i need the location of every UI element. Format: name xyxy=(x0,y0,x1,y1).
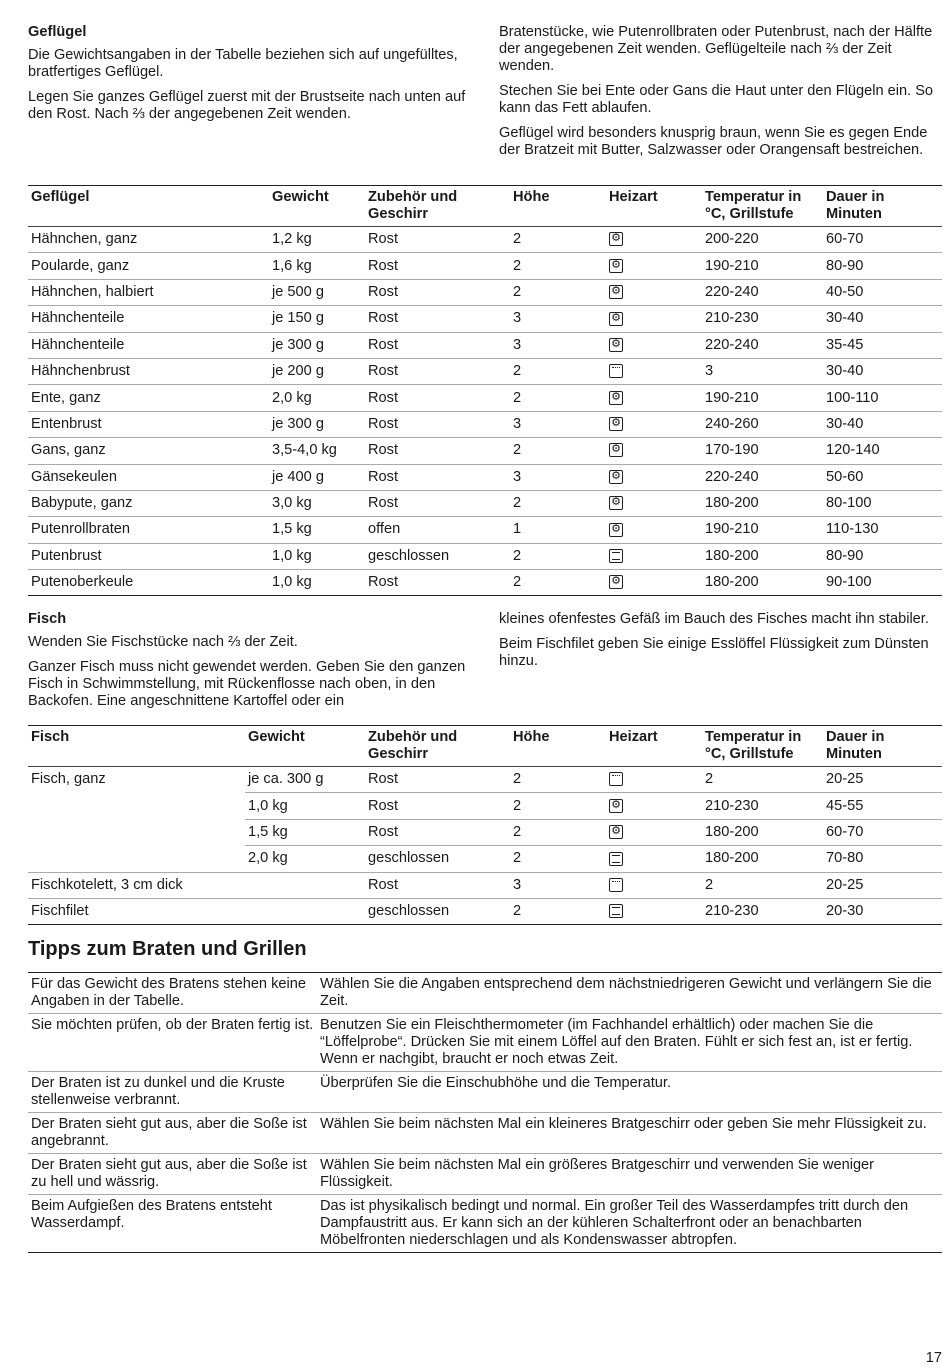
table-cell: Rost xyxy=(365,438,510,464)
table-cell: je 300 g xyxy=(269,411,365,437)
table-cell: je 300 g xyxy=(269,332,365,358)
table-cell: Rost xyxy=(365,570,510,596)
table-cell: Rost xyxy=(365,819,510,845)
tip-row xyxy=(28,1154,942,1195)
poultry-intro-right xyxy=(499,24,942,167)
heating-mode-cell xyxy=(606,306,702,332)
paragraph: Beim Fischfilet geben Sie einige Esslöffel Flüssigkeit zum Dünsten hinzu. xyxy=(499,636,929,669)
table-row xyxy=(28,898,942,924)
table-cell: 35-45 xyxy=(823,332,942,358)
table-cell: 2 xyxy=(510,793,606,819)
table-cell: 2 xyxy=(510,767,606,793)
table-cell xyxy=(245,872,365,898)
tip-problem: Beim Aufgießen des Bratens entsteht Wasserdampf. xyxy=(31,1198,272,1231)
table-cell: 2 xyxy=(510,543,606,569)
table-row xyxy=(28,385,942,411)
table-row xyxy=(28,517,942,543)
poultry-intro-left xyxy=(28,47,474,131)
table-cell: 210-230 xyxy=(702,306,823,332)
table-cell: 1,0 kg xyxy=(269,570,365,596)
table-cell: 2 xyxy=(702,872,823,898)
table-cell: Rost xyxy=(365,279,510,305)
heating-mode-cell xyxy=(606,358,702,384)
col-header: Fisch xyxy=(28,726,245,767)
table-row xyxy=(28,253,942,279)
table-cell: 240-260 xyxy=(702,411,823,437)
fish-intro-left xyxy=(28,634,474,718)
table-cell: Hähnchenbrust xyxy=(28,358,269,384)
table-row xyxy=(28,490,942,516)
paragraph: kleines ofenfestes Gefäß im Bauch des Fisches macht ihn stabiler. xyxy=(499,611,929,627)
paragraph: Geflügel wird besonders knusprig braun, wenn Sie es gegen Ende der Bratzeit mit Butter, Salzwasser oder Orangensaft bestreichen. xyxy=(499,125,928,158)
tip-solution: Wählen Sie beim nächsten Mal ein größeres Bratgeschirr und verwenden Sie weniger Flüssigkeit. xyxy=(317,1154,942,1195)
table-cell: 190-210 xyxy=(702,385,823,411)
col-header: Höhe xyxy=(510,726,606,767)
table-row xyxy=(28,279,942,305)
table-cell: 40-50 xyxy=(823,279,942,305)
heating-mode-cell xyxy=(606,332,702,358)
table-cell: Putenrollbraten xyxy=(28,517,269,543)
col-header: Heizart xyxy=(606,726,702,767)
table-cell xyxy=(245,898,365,924)
table-cell: Fischkotelett, 3 cm dick xyxy=(28,872,245,898)
tip-problem: Der Braten ist zu dunkel und die Kruste stellenweise verbrannt. xyxy=(28,1072,317,1113)
heating-mode-cell xyxy=(606,279,702,305)
tip-solution: Das ist physikalisch bedingt und normal. Ein großer Teil des Wasserdampfes tritt durch den Dampfaustritt aus. Er kann sich an der kühleren Schalterfront oder an benachbarten Möbelfronten niederschlagen und als Kondenswasser abtropfen. xyxy=(320,1198,909,1248)
table-cell: 60-70 xyxy=(823,819,942,845)
umluft-grill-icon xyxy=(609,523,623,537)
table-cell: 1 xyxy=(510,517,606,543)
table-cell: 3 xyxy=(510,411,606,437)
table-cell: Hähnchenteile xyxy=(28,306,269,332)
table-cell: Rost xyxy=(365,253,510,279)
table-row xyxy=(28,332,942,358)
table-cell: 3 xyxy=(510,306,606,332)
table-cell: 2 xyxy=(510,358,606,384)
col-header: Temperatur in °C, Grillstufe xyxy=(702,726,823,767)
table-cell: offen xyxy=(365,517,510,543)
table-cell: Rost xyxy=(365,464,510,490)
table-cell: 45-55 xyxy=(823,793,942,819)
table-cell: 3,5-4,0 kg xyxy=(269,438,365,464)
tip-solution: Wählen Sie beim nächsten Mal ein kleineres Bratgeschirr oder geben Sie mehr Flüssigkeit zu. xyxy=(317,1113,942,1154)
table-cell: 60-70 xyxy=(823,227,942,253)
col-header: Dauer in Minuten xyxy=(823,726,942,767)
poultry-table xyxy=(28,185,942,596)
table-cell: Gans, ganz xyxy=(28,438,269,464)
table-cell: 50-60 xyxy=(823,464,942,490)
table-cell: Fischfilet xyxy=(28,898,245,924)
table-cell: 190-210 xyxy=(702,517,823,543)
table-cell: Rost xyxy=(365,358,510,384)
table-cell: geschlossen xyxy=(365,543,510,569)
table-cell: 2 xyxy=(510,819,606,845)
tips-heading: Tipps zum Braten und Grillen xyxy=(28,938,307,960)
table-cell: 2 xyxy=(510,438,606,464)
umluft-grill-icon xyxy=(609,232,623,246)
table-cell: Rost xyxy=(365,227,510,253)
table-cell: 2,0 kg xyxy=(269,385,365,411)
heating-mode-cell xyxy=(606,767,702,793)
heating-mode-cell xyxy=(606,570,702,596)
umluft-grill-icon xyxy=(609,312,623,326)
tip-solution: Wählen Sie die Angaben entsprechend dem nächstniedrigeren Gewicht und verlängern Sie die Zeit. xyxy=(317,973,942,1014)
tips-table xyxy=(28,972,942,1253)
ober-unter-icon xyxy=(609,852,623,866)
table-cell: 1,0 kg xyxy=(269,543,365,569)
table-cell: 180-200 xyxy=(702,819,823,845)
table-cell: 2 xyxy=(510,227,606,253)
table-cell xyxy=(28,793,245,819)
tip-problem: Sie möchten prüfen, ob der Braten fertig ist. xyxy=(28,1014,317,1072)
heating-mode-cell xyxy=(606,872,702,898)
umluft-grill-icon xyxy=(609,338,623,352)
table-header-row xyxy=(28,726,942,767)
table-cell: 180-200 xyxy=(702,570,823,596)
table-cell: Rost xyxy=(365,490,510,516)
table-cell: 20-30 xyxy=(823,898,942,924)
table-cell: 2 xyxy=(702,767,823,793)
table-cell: 2 xyxy=(510,279,606,305)
table-cell: 2 xyxy=(510,898,606,924)
table-header-row xyxy=(28,186,942,227)
table-cell: Rost xyxy=(365,306,510,332)
paragraph: Bratenstücke, wie Putenrollbraten oder Putenbrust, nach der Hälfte der angegebenen Zeit wenden. Geflügelteile nach ⅔ der Zeit wenden. xyxy=(499,24,933,74)
table-cell: Rost xyxy=(365,332,510,358)
col-header: Gewicht xyxy=(245,726,365,767)
table-cell: 3 xyxy=(702,358,823,384)
tip-problem: Der Braten sieht gut aus, aber die Soße ist angebrannt. xyxy=(28,1113,317,1154)
umluft-grill-icon xyxy=(609,391,623,405)
table-cell: 210-230 xyxy=(702,793,823,819)
umluft-grill-icon xyxy=(609,825,623,839)
col-header: Höhe xyxy=(510,186,606,227)
table-cell: 190-210 xyxy=(702,253,823,279)
table-cell: Putenoberkeule xyxy=(28,570,269,596)
heating-mode-cell xyxy=(606,846,702,872)
table-cell: 2,0 kg xyxy=(245,846,365,872)
page-number: 17 xyxy=(925,1350,942,1366)
paragraph: Wenden Sie Fischstücke nach ⅔ der Zeit. xyxy=(28,634,298,650)
fish-heading: Fisch xyxy=(28,611,67,627)
col-header: Geflügel xyxy=(28,186,269,227)
paragraph: Ganzer Fisch muss nicht gewendet werden. Geben Sie den ganzen Fisch in Schwimmstellung, mit Rückenflosse nach oben, in den Backofen. Eine angeschnittene Kartoffel oder ein xyxy=(28,659,466,709)
table-cell: 170-190 xyxy=(702,438,823,464)
table-cell: Entenbrust xyxy=(28,411,269,437)
table-cell: Poularde, ganz xyxy=(28,253,269,279)
table-cell: je 150 g xyxy=(269,306,365,332)
heating-mode-cell xyxy=(606,253,702,279)
tip-problem: Für das Gewicht des Bratens stehen keine Angaben in der Tabelle. xyxy=(28,973,317,1014)
table-cell: Rost xyxy=(365,385,510,411)
fish-table xyxy=(28,725,942,925)
heating-mode-cell xyxy=(606,411,702,437)
umluft-grill-icon xyxy=(609,799,623,813)
umluft-grill-icon xyxy=(609,285,623,299)
table-cell: 2 xyxy=(510,846,606,872)
table-cell: Hähnchen, ganz xyxy=(28,227,269,253)
tip-solution: Benutzen Sie ein Fleischthermometer (im Fachhandel erhältlich) oder machen Sie die “Löffelprobe“. Drücken Sie mit einem Löffel auf den Braten. Fühlt er sich fest an, ist er fertig. Wenn er nachgibt, braucht er noch etwas Zeit. xyxy=(317,1014,942,1072)
table-row xyxy=(28,306,942,332)
table-row xyxy=(28,819,942,845)
table-cell: 180-200 xyxy=(702,490,823,516)
umluft-grill-icon xyxy=(609,575,623,589)
table-cell: 80-90 xyxy=(823,253,942,279)
table-cell: Hähnchen, halbiert xyxy=(28,279,269,305)
grill-icon xyxy=(609,364,623,378)
table-cell: 1,6 kg xyxy=(269,253,365,279)
table-cell: 220-240 xyxy=(702,332,823,358)
table-cell: Rost xyxy=(365,793,510,819)
umluft-grill-icon xyxy=(609,470,623,484)
table-cell: 1,5 kg xyxy=(269,517,365,543)
table-row xyxy=(28,438,942,464)
table-cell: 2 xyxy=(510,490,606,516)
table-cell: 100-110 xyxy=(823,385,942,411)
heating-mode-cell xyxy=(606,438,702,464)
table-cell: 180-200 xyxy=(702,846,823,872)
col-header: Zubehör und Geschirr xyxy=(365,186,510,227)
table-cell: 3 xyxy=(510,872,606,898)
table-cell: 80-90 xyxy=(823,543,942,569)
heating-mode-cell xyxy=(606,543,702,569)
umluft-grill-icon xyxy=(609,417,623,431)
table-cell: 210-230 xyxy=(702,898,823,924)
table-cell: 220-240 xyxy=(702,464,823,490)
table-cell: 200-220 xyxy=(702,227,823,253)
table-cell: 1,0 kg xyxy=(245,793,365,819)
table-cell: 180-200 xyxy=(702,543,823,569)
table-cell: je ca. 300 g xyxy=(245,767,365,793)
col-header: Zubehör und Geschirr xyxy=(365,726,510,767)
table-row xyxy=(28,464,942,490)
table-row xyxy=(28,227,942,253)
table-cell: je 400 g xyxy=(269,464,365,490)
tip-row xyxy=(28,1072,942,1113)
table-row xyxy=(28,543,942,569)
table-cell: Babypute, ganz xyxy=(28,490,269,516)
heating-mode-cell xyxy=(606,819,702,845)
table-cell: 120-140 xyxy=(823,438,942,464)
umluft-grill-icon xyxy=(609,259,623,273)
table-cell: je 500 g xyxy=(269,279,365,305)
heating-mode-cell xyxy=(606,385,702,411)
table-cell: 2 xyxy=(510,385,606,411)
table-cell: je 200 g xyxy=(269,358,365,384)
heating-mode-cell xyxy=(606,517,702,543)
ober-unter-icon xyxy=(609,904,623,918)
paragraph: Legen Sie ganzes Geflügel zuerst mit der Brustseite nach unten auf den Rost. Nach ⅔ der angegebenen Zeit wenden. xyxy=(28,89,466,122)
table-cell: 2 xyxy=(510,253,606,279)
col-header: Temperatur in °C, Grillstufe xyxy=(702,186,823,227)
table-cell: geschlossen xyxy=(365,898,510,924)
table-cell: 20-25 xyxy=(823,767,942,793)
table-row xyxy=(28,570,942,596)
grill-icon xyxy=(609,772,623,786)
table-cell: Rost xyxy=(365,767,510,793)
table-cell: 30-40 xyxy=(823,306,942,332)
fish-intro-right xyxy=(499,611,942,678)
table-cell: Rost xyxy=(365,411,510,437)
table-cell: Putenbrust xyxy=(28,543,269,569)
table-row xyxy=(28,846,942,872)
table-cell: Hähnchenteile xyxy=(28,332,269,358)
table-cell: 80-100 xyxy=(823,490,942,516)
table-cell: Gänsekeulen xyxy=(28,464,269,490)
table-cell: Fisch, ganz xyxy=(31,771,106,788)
paragraph: Die Gewichtsangaben in der Tabelle beziehen sich auf ungefülltes, bratfertiges Geflügel. xyxy=(28,47,458,80)
grill-icon xyxy=(609,878,623,892)
table-cell: 30-40 xyxy=(823,411,942,437)
heating-mode-cell xyxy=(606,898,702,924)
tip-solution: Überprüfen Sie die Einschubhöhe und die Temperatur. xyxy=(317,1072,942,1113)
table-cell: 3,0 kg xyxy=(269,490,365,516)
table-cell: 90-100 xyxy=(823,570,942,596)
tip-row xyxy=(28,1113,942,1154)
tip-problem: Der Braten sieht gut aus, aber die Soße ist zu hell und wässrig. xyxy=(28,1154,317,1195)
umluft-grill-icon xyxy=(609,496,623,510)
col-header: Gewicht xyxy=(269,186,365,227)
table-cell: geschlossen xyxy=(365,846,510,872)
table-cell: 20-25 xyxy=(823,872,942,898)
table-cell: 110-130 xyxy=(823,517,942,543)
heating-mode-cell xyxy=(606,464,702,490)
table-row xyxy=(28,872,942,898)
tip-row xyxy=(28,973,942,1014)
table-row xyxy=(28,793,942,819)
umluft-grill-icon xyxy=(609,443,623,457)
table-cell: 30-40 xyxy=(823,358,942,384)
table-cell xyxy=(28,846,245,872)
table-cell: 70-80 xyxy=(823,846,942,872)
ober-unter-icon xyxy=(609,549,623,563)
tip-row xyxy=(28,1195,942,1253)
paragraph: Stechen Sie bei Ente oder Gans die Haut unter den Flügeln ein. So kann das Fett ablaufen. xyxy=(499,83,934,116)
table-row xyxy=(28,358,942,384)
table-cell: Ente, ganz xyxy=(28,385,269,411)
heating-mode-cell xyxy=(606,490,702,516)
table-row xyxy=(28,767,942,793)
col-header: Heizart xyxy=(606,186,702,227)
table-cell: 2 xyxy=(510,570,606,596)
table-cell: 1,5 kg xyxy=(245,819,365,845)
table-cell: Rost xyxy=(365,872,510,898)
table-row xyxy=(28,411,942,437)
table-cell: 1,2 kg xyxy=(269,227,365,253)
table-cell xyxy=(28,819,245,845)
table-cell: 3 xyxy=(510,464,606,490)
poultry-heading: Geflügel xyxy=(28,24,87,40)
heating-mode-cell xyxy=(606,227,702,253)
col-header: Dauer in Minuten xyxy=(823,186,942,227)
heating-mode-cell xyxy=(606,793,702,819)
tip-row xyxy=(28,1014,942,1072)
table-cell: 220-240 xyxy=(702,279,823,305)
table-cell: 3 xyxy=(510,332,606,358)
